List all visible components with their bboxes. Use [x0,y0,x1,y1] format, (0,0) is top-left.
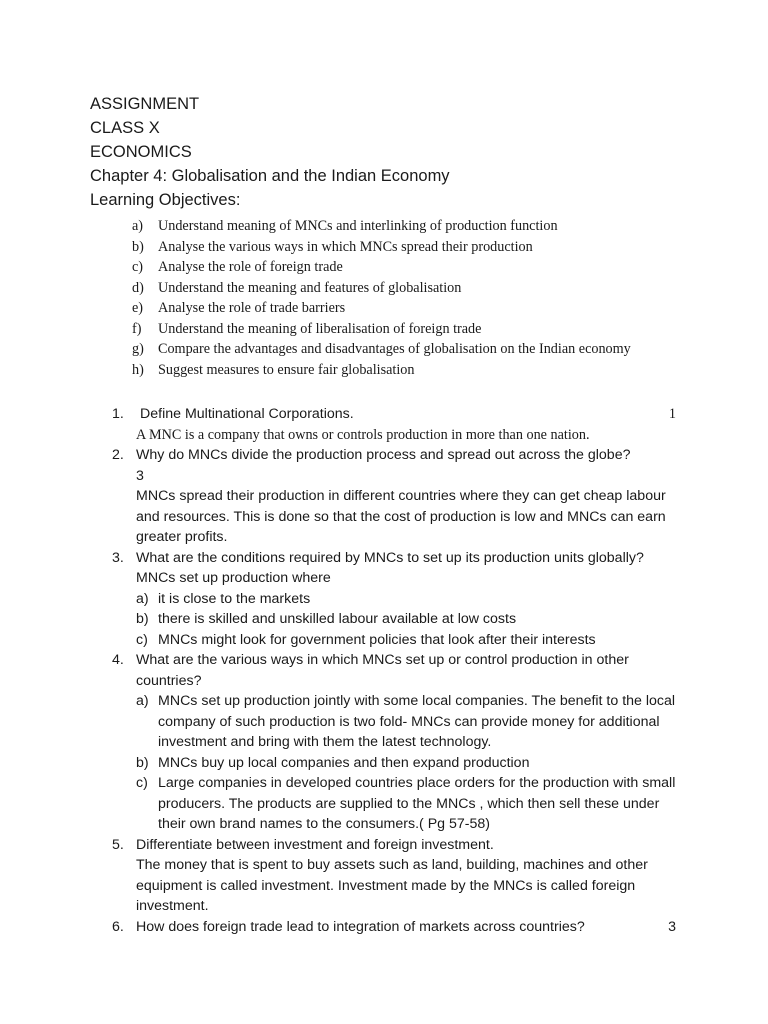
answer-point [136,609,690,630]
objective-text: Compare the advantages and disadvantages of globalisation on the Indian economy [158,341,631,357]
objective-item [132,237,690,258]
question-number: 3. [112,549,124,566]
answer-point-text: MNCs buy up local companies and then expand production [158,754,530,771]
question-number: 5. [112,836,124,853]
question-answer: The money that is spent to buy assets such as land, building, machines and other equipment is called investment. Investment made by the MNCs is called foreign investment. [136,857,648,914]
assignment-heading: ASSIGNMENT [90,95,200,113]
question-marks: 1 [668,406,676,422]
question-answer: MNCs spread their production in different countries where they can get cheap labour and resources. This is done so that the cost of production is low and MNCs can earn greater profits. [136,488,666,545]
objective-item [132,257,690,278]
question-text: What are the conditions required by MNCs to set up its production units globally? [136,549,644,566]
document-page [90,92,690,937]
answer-point [136,589,690,610]
objective-marker: h) [132,361,144,378]
answer-point-marker: c) [136,775,148,791]
objective-text: Understand meaning of MNCs and interlinking of production function [158,218,558,234]
objective-marker: e) [132,300,144,316]
answer-point [136,753,690,774]
objective-item [132,298,690,319]
objective-marker: d) [132,279,144,296]
answer-point-marker: a) [136,590,149,607]
question-text: What are the various ways in which MNCs set up or control production in other countries? [136,652,629,689]
objective-marker: c) [132,259,144,275]
question-text: Differentiate between investment and foreign investment. [136,836,494,853]
question-prompt: Why do MNCs divide the production process and spread out across the globe? [136,447,631,463]
answer-point-marker: c) [136,631,148,648]
questions-list [90,404,690,937]
objective-text: Analyse the various ways in which MNCs spread their production [158,238,533,255]
question-number: 1. [112,406,124,422]
answer-point-text: Large companies in developed countries place orders for the production with small producers. The products are supplied to the MNCs , which then sell these under their own brand names to the consumers.( Pg 57-58) [158,775,676,832]
question-answer: A MNC is a company that owns or controls production in more than one nation. [136,426,590,443]
answer-point [136,630,690,651]
answer-point-marker: b) [136,754,149,771]
objective-item [132,319,690,340]
objective-marker: g) [132,341,144,357]
question-4 [90,650,690,835]
answer-point-text: MNCs might look for government policies that look after their interests [158,631,596,648]
objective-item [132,278,690,299]
subject-heading: ECONOMICS [90,143,192,161]
objective-text: Understand the meaning of liberalisation of foreign trade [158,320,482,337]
question-text [136,445,690,486]
chapter-title: Chapter 4: Globalisation and the Indian Economy [90,167,450,185]
answer-point-marker: a) [136,693,149,709]
question-text: Define Multinational Corporations. [140,406,354,422]
class-heading: CLASS X [90,119,160,137]
objectives-list [132,216,690,380]
answer-points [136,589,690,651]
objective-text: Suggest measures to ensure fair globalisation [158,361,415,378]
question-number: 6. [112,918,124,935]
answer-point [136,691,690,753]
question-2 [90,445,690,548]
objectives-heading: Learning Objectives: [90,191,241,209]
question-marks: 3 [668,918,676,935]
answer-point-text: there is skilled and unskilled labour available at low costs [158,611,517,627]
objective-marker: b) [132,238,144,255]
objective-marker: f) [132,320,142,337]
objective-marker: a) [132,218,144,234]
question-5 [90,835,690,917]
question-6 [90,917,690,938]
question-3 [90,548,690,651]
question-marks: 3 [136,467,144,484]
objective-text: Analyse the role of trade barriers [158,300,346,316]
answer-point-text: it is close to the markets [158,590,311,607]
objective-text: Understand the meaning and features of globalisation [158,279,462,296]
question-number: 4. [112,652,124,668]
question-number: 2. [112,447,124,463]
answer-points [136,691,690,835]
question-1 [90,404,690,445]
objective-item [132,339,690,360]
answer-point-text: MNCs set up production jointly with some local companies. The benefit to the local company of such production is two fold- MNCs can provide money for additional investment and bring with them the latest technology. [158,693,676,750]
objective-item [132,216,690,237]
answer-point-marker: b) [136,611,149,627]
answer-point [136,773,690,835]
question-text: How does foreign trade lead to integration of markets across countries? [136,918,585,935]
objective-item [132,360,690,381]
question-answer-intro: MNCs set up production where [136,570,331,586]
objective-text: Analyse the role of foreign trade [158,259,343,275]
